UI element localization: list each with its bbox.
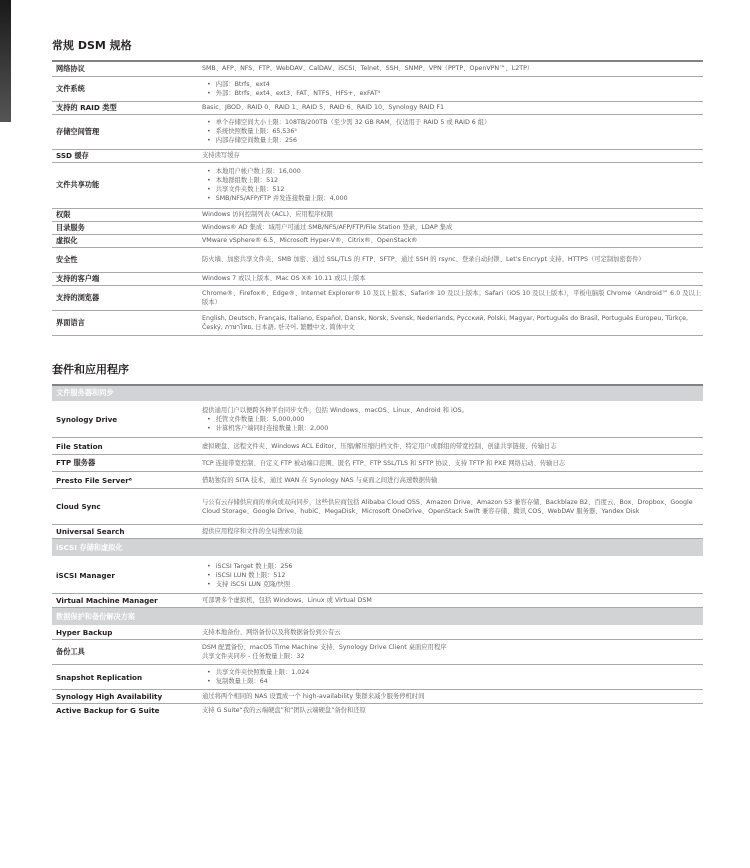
spec-row (52, 704, 703, 718)
spec-value-line: 支持读写缓存 (202, 152, 240, 159)
spec-value (198, 208, 703, 221)
spec-value-line: English, Deutsch, Français, Italiano, Español, Dansk, Norsk, Svensk, Nederlands, Русский, Polski, Magyar, Português do Brasil, Português Europeu, Türkçe, Český, ภาษาไทย, 日本語, 한국어, 繁體中文, 简体中文 (202, 314, 688, 331)
spec-bullet-line: • iSCSI Target 数上限：256 (202, 562, 703, 571)
packages-spec-table (52, 384, 703, 718)
spec-value-line: VMware vSphere® 6.5、Microsoft Hyper-V®、Citrix®、OpenStack® (202, 237, 418, 244)
spec-label: Presto File Server⁶ (52, 472, 198, 489)
spec-row (52, 208, 703, 221)
spec-label: 界面语言 (52, 310, 198, 335)
spec-bullet-line: • 本地用户帐户数上限：16,000 (202, 167, 703, 176)
spec-page (52, 0, 703, 718)
spec-value-line: 防火墙、加密共享文件夹、SMB 加密、通过 SSL/TLS 的 FTP、SFTP、通过 SSH 的 rsync、登录自动封锁、Let's Encrypt 支持、HTTPS（可定制加密套件） (202, 256, 645, 263)
spec-row (52, 76, 703, 101)
spec-label: 文件共享功能 (52, 162, 198, 208)
spec-row (52, 221, 703, 234)
spec-bullet-line: • 内部：Btrfs、ext4 (202, 80, 703, 89)
category-label: 文件服务器和同步 (52, 385, 703, 402)
spec-value (198, 594, 703, 608)
spec-row (52, 472, 703, 489)
spec-row (52, 310, 703, 335)
spec-value (198, 455, 703, 472)
spec-value-line: SMB、AFP、NFS、FTP、WebDAV、CalDAV、iSCSI、Telnet、SSH、SNMP、VPN（PPTP、OpenVPN™、L2TP） (202, 65, 534, 73)
category-row (52, 539, 703, 557)
spec-label: 目录服务 (52, 221, 198, 234)
spec-label: 文件系统 (52, 76, 198, 101)
spec-label: Hyper Backup (52, 626, 198, 640)
spec-label: Synology Drive (52, 402, 198, 438)
spec-label: Active Backup for G Suite (56, 706, 160, 716)
page-edge-bar (0, 0, 11, 122)
spec-row (52, 61, 703, 76)
spec-label: Universal Search (52, 525, 198, 539)
spec-label: 安全性 (52, 247, 198, 272)
spec-value (198, 489, 703, 525)
spec-value-line: 共享文件夹同步 - 任务数量上限：32 (202, 653, 305, 660)
spec-bullet-line: • 共享文件夹快照数量上限：1,024 (202, 668, 703, 677)
spec-row (52, 234, 703, 247)
spec-value (198, 101, 703, 114)
spec-bullet-line: • 复制数量上限：64 (202, 677, 703, 686)
spec-row (52, 640, 703, 665)
spec-label: 备份工具 (52, 640, 198, 665)
spec-value (198, 162, 703, 208)
spec-value-line: Windows 7 或以上版本、Mac OS X® 10.11 或以上版本 (202, 275, 366, 282)
spec-value-line: 与公有云存储供应商的单向或双向同步，这些供应商包括 Alibaba Cloud OSS、Amazon Drive、Amazon S3 兼容存储、Backblaze B2、百度云、Box、Dropbox、Google Cloud Storage、Google Drive、hubiC、MegaDisk、Microsoft OneDrive、OpenStack Swift 兼容存储、腾讯 COS、WebDAV 服务器、Yandex Disk (202, 498, 693, 515)
spec-value-line: TCP 连接带宽控制、自定义 FTP 被动端口范围、匿名 FTP、FTP SSL/TLS 和 SFTP 协议、支持 TFTP 和 PXE 网络启动、传输日志 (202, 459, 566, 467)
category-label: iSCSI 存储和虚拟化 (52, 539, 703, 557)
spec-value (198, 525, 703, 539)
spec-value-line: 借助独有的 SITA 技术，通过 WAN 在 Synology NAS 与桌面之间进行高速数据传输 (202, 476, 438, 484)
spec-value-line: Windows 访问控制列表 (ACL)、应用程序权限 (202, 211, 333, 218)
spec-value-line: 虚拟硬盘、远程文件夹、Windows ACL Editor、压缩/解压缩归档文件、特定用户或群组的带宽控制、创建共享链接、传输日志 (202, 442, 557, 450)
spec-row (52, 665, 703, 690)
spec-value (198, 76, 703, 101)
spec-row (52, 272, 703, 285)
spec-row (52, 402, 703, 438)
spec-label: iSCSI Manager (52, 557, 198, 594)
spec-value (198, 704, 703, 718)
spec-bullet-line: • 支持 iSCSI LUN 克隆/快照 (202, 580, 703, 589)
spec-bullet-line: • 单个存储空间大小上限：108TB/200TB（至少需 32 GB RAM，仅适用于 RAID 5 或 RAID 6 组） (202, 118, 703, 127)
spec-row (52, 247, 703, 272)
spec-row (52, 438, 703, 455)
spec-row (52, 557, 703, 594)
spec-value (198, 272, 703, 285)
spec-label: 存储空间管理 (52, 114, 198, 149)
spec-value (198, 114, 703, 149)
spec-value (198, 310, 703, 335)
spec-row (52, 455, 703, 472)
spec-bullet-line: • 外部：Btrfs、ext4、ext3、FAT、NTFS、HFS+、exFAT⁴ (202, 89, 703, 98)
spec-value (198, 690, 703, 704)
spec-row (52, 285, 703, 310)
spec-bullet-line: • 系统快照数量上限：65,536⁵ (202, 127, 703, 136)
spec-value (198, 438, 703, 455)
spec-label: Virtual Machine Manager (52, 594, 198, 608)
spec-value-line: 支持本地备份、网络备份以及将数据备份到公有云 (202, 629, 341, 636)
spec-row (52, 626, 703, 640)
section-title-general-dsm: 常规 DSM 规格 (52, 39, 132, 52)
spec-value-line: DSM 配置备份、macOS Time Machine 支持、Synology Drive Client 桌面应用程序 (202, 644, 447, 651)
spec-row (52, 594, 703, 608)
spec-value-line: Windows® AD 集成：域用户可通过 SMB/NFS/AFP/FTP/File Station 登录，LDAP 集成 (202, 224, 453, 231)
spec-value (198, 247, 703, 272)
spec-row (52, 149, 703, 162)
spec-row (52, 162, 703, 208)
spec-label: 支持的浏览器 (52, 285, 198, 310)
spec-value (198, 557, 703, 594)
spec-value (198, 640, 703, 665)
spec-value-line: 通过将两个相同的 NAS 设置成一个 high-availability 集群来减少服务停机时间 (202, 693, 425, 700)
spec-value-line: 支持 G Suite“我的云端硬盘”和“团队云端硬盘”备份和还原 (202, 707, 366, 715)
spec-label: 支持的 RAID 类型 (52, 101, 198, 114)
spec-value (198, 149, 703, 162)
spec-row (52, 489, 703, 525)
spec-value (198, 472, 703, 489)
spec-row (52, 114, 703, 149)
spec-bullet-line: • iSCSI LUN 数上限：512 (202, 571, 703, 580)
spec-bullet-line: • 内部存储空间数量上限：256 (202, 136, 703, 145)
spec-bullet-line: • SMB/NFS/AFP/FTP 并发连接数量上限：4,000 (202, 194, 703, 203)
spec-bullet-line: • 计算机客户端同时连接数量上限：2,000 (202, 424, 703, 433)
spec-value (198, 626, 703, 640)
spec-bullet-line: • 托管文件数量上限：5,000,000 (202, 415, 703, 424)
spec-label: 权限 (52, 208, 198, 221)
spec-value (198, 234, 703, 247)
spec-label: Snapshot Replication (52, 665, 198, 690)
spec-row (52, 525, 703, 539)
spec-value-line: Chrome®、Firefox®、Edge®、Internet Explorer® 10 及以上版本、Safari® 10 及以上版本；Safari（iOS 10 及以上版本），平板电脑版 Chrome（Android™ 6.0 及以上版本） (202, 289, 702, 306)
spec-bullet-line: • 共享文件夹数上限：512 (202, 185, 703, 194)
category-label: 数据保护和备份解决方案 (52, 608, 703, 626)
spec-label: 网络协议 (52, 61, 198, 76)
spec-row (52, 101, 703, 114)
spec-label: File Station (52, 438, 198, 455)
spec-label: 支持的客户端 (52, 272, 198, 285)
general-dsm-spec-table (52, 60, 703, 336)
spec-value-line: 提供应用程序和文件的全局搜索功能 (202, 528, 303, 535)
spec-label: SSD 缓存 (52, 149, 198, 162)
category-row (52, 608, 703, 626)
spec-value (198, 221, 703, 234)
spec-value-line: 提供通用门户以便跨各种平台同步文件，包括 Windows、macOS、Linux、Android 和 iOS。 (202, 407, 468, 414)
spec-bullet-line: • 本地群组数上限：512 (202, 176, 703, 185)
spec-value (198, 402, 703, 438)
spec-label: FTP 服务器 (52, 455, 198, 472)
spec-label: Cloud Sync (52, 489, 198, 525)
section-title-packages: 套件和应用程序 (52, 362, 129, 376)
spec-value (198, 665, 703, 690)
category-row (52, 385, 703, 402)
spec-label: 虚拟化 (52, 234, 198, 247)
spec-value-line: 可部署多个虚拟机，包括 Windows、Linux 或 Virtual DSM (202, 597, 372, 604)
spec-value-line: Basic、JBOD、RAID 0、RAID 1、RAID 5、RAID 6、RAID 10、Synology RAID F1 (202, 104, 444, 111)
spec-value (198, 285, 703, 310)
spec-row (52, 690, 703, 704)
spec-value (198, 61, 703, 76)
spec-label: Synology High Availability (52, 690, 198, 704)
